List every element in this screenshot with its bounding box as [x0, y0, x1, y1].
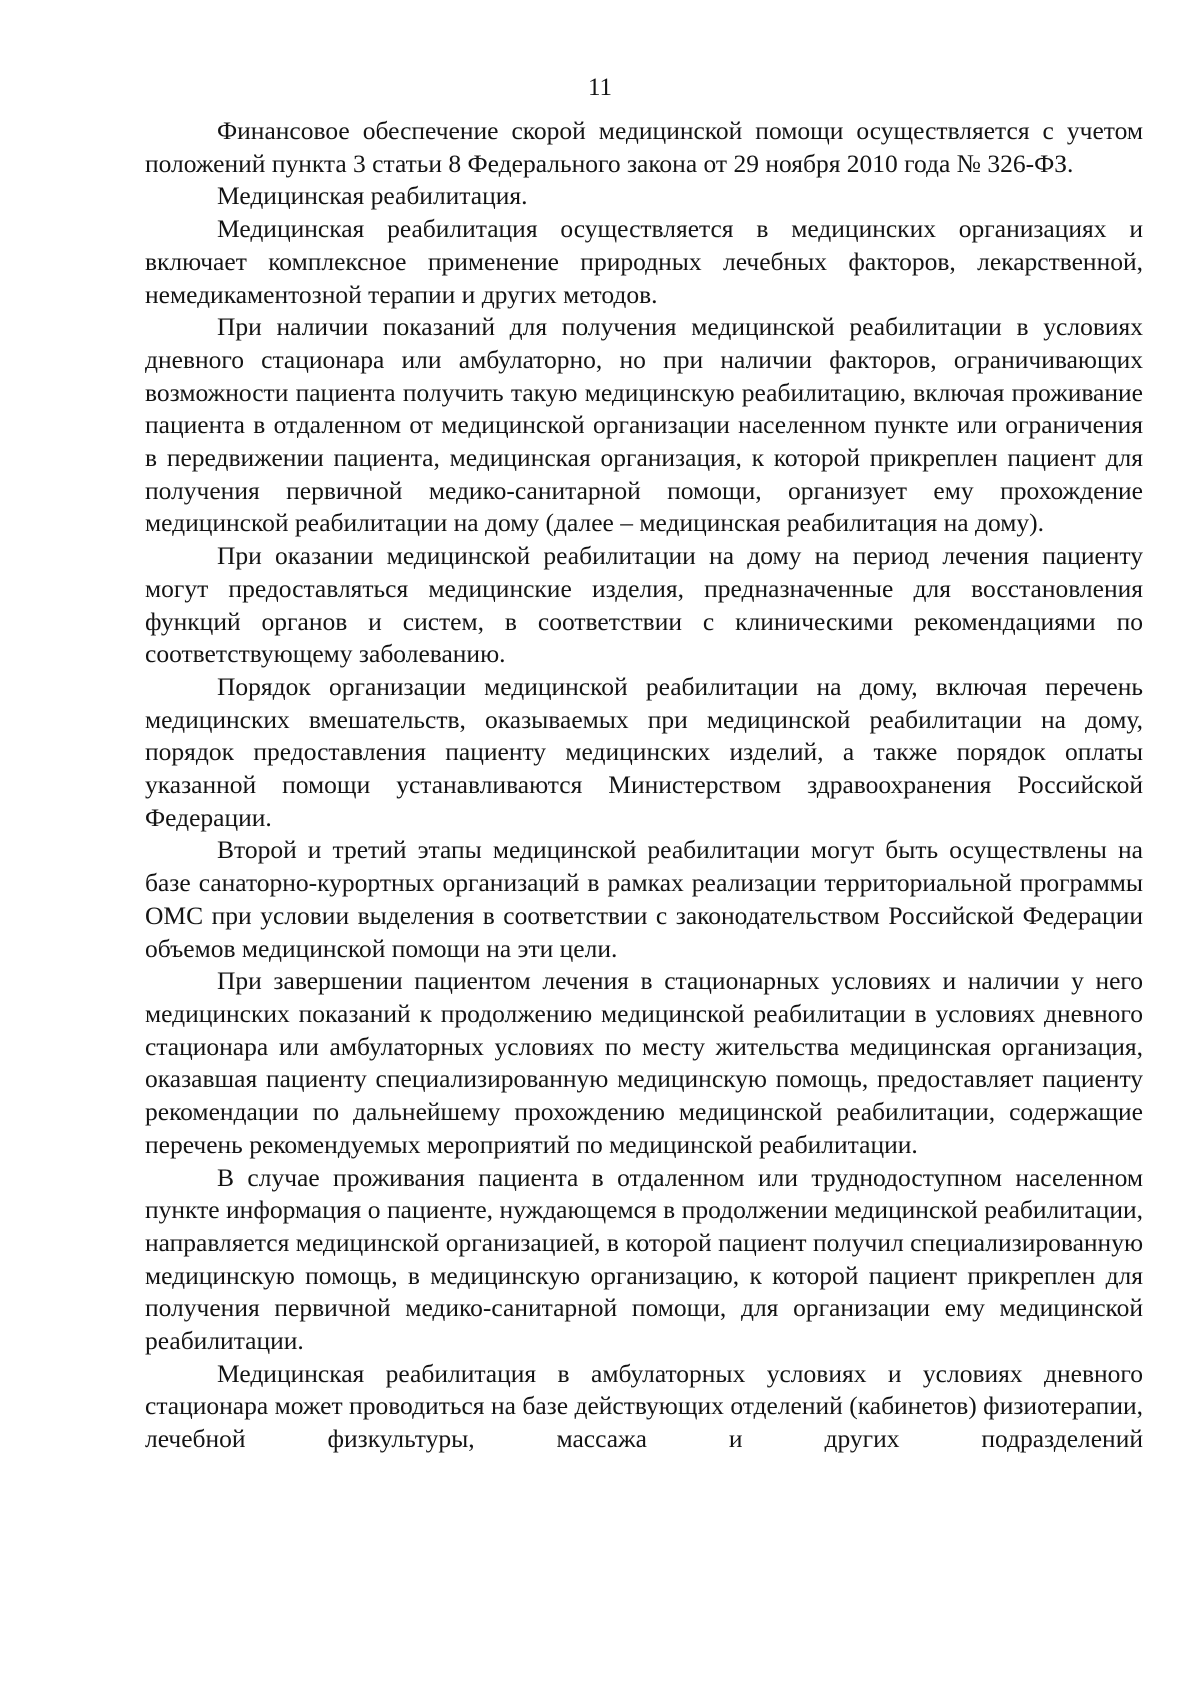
paragraph: При наличии показаний для получения медицинской реабилитации в условиях дневного стационара или амбулаторно, но при наличии факторов, ограничивающих возможности пациента получить такую медицинскую реабилитацию, включая проживание пациента в отдаленном от медицинской организации населенном пункте или ограничения в передвижении пациента, медицинская организация, к которой прикреплен пациент для получения первичной медико-санитарной помощи, организует ему прохождение медицинской реабилитации на дому (далее – медицинская реабилитация на дому). [145, 312, 1143, 538]
paragraph: При завершении пациентом лечения в стационарных условиях и наличии у него медицинских показаний к продолжению медицинской реабилитации в условиях дневного стационара или амбулаторных условиях по месту жительства медицинская организация, оказавшая пациенту специализированную медицинскую помощь, предоставляет пациенту рекомендации по дальнейшему прохождению медицинской реабилитации, содержащие перечень рекомендуемых мероприятий по медицинской реабилитации. [145, 966, 1143, 1159]
paragraph: Финансовое обеспечение скорой медицинской помощи осуществляется с учетом положений пункта 3 статьи 8 Федерального закона от 29 ноября 2010 года № 326-ФЗ. [145, 116, 1143, 178]
page-number: 11 [587, 74, 613, 101]
paragraph: В случае проживания пациента в отдаленном или труднодоступном населенном пункте информация о пациенте, нуждающемся в продолжении медицинской реабилитации, направляется медицинской организацией, в которой пациент получил специализированную медицинскую помощь, в медицинскую организацию, к которой пациент прикреплен для получения первичной медико-санитарной помощи, для организации ему медицинской реабилитации. [145, 1162, 1143, 1356]
paragraph: Медицинская реабилитация осуществляется в медицинских организациях и включает комплексное применение природных лечебных факторов, лекарственной, немедикаментозной терапии и других методов. [145, 214, 1143, 309]
paragraph: Медицинская реабилитация. [217, 181, 528, 211]
document-body [145, 115, 1143, 1456]
paragraph: Порядок организации медицинской реабилитации на дому, включая перечень медицинских вмешательств, оказываемых при медицинской реабилитации на дому, порядок предоставления пациенту медицинских изделий, а также порядок оплаты указанной помощи устанавливаются Министерством здравоохранения Российской Федерации. [145, 671, 1143, 832]
paragraph: При оказании медицинской реабилитации на дому на период лечения пациенту могут предоставляться медицинские изделия, предназначенные для восстановления функций органов и систем, в соответствии с клиническими рекомендациями по соответствующему заболеванию. [145, 541, 1143, 669]
paragraph: Второй и третий этапы медицинской реабилитации могут быть осуществлены на базе санаторно-курортных организаций в рамках реализации территориальной программы ОМС при условии выделения в соответствии с законодательством Российской Федерации объемов медицинской помощи на эти цели. [145, 835, 1143, 963]
paragraph: Медицинская реабилитация в амбулаторных условиях и условиях дневного стационара может проводиться на базе действующих отделений (кабинетов) физиотерапии, лечебной физкультуры, массажа и других подразделений [145, 1358, 1143, 1454]
